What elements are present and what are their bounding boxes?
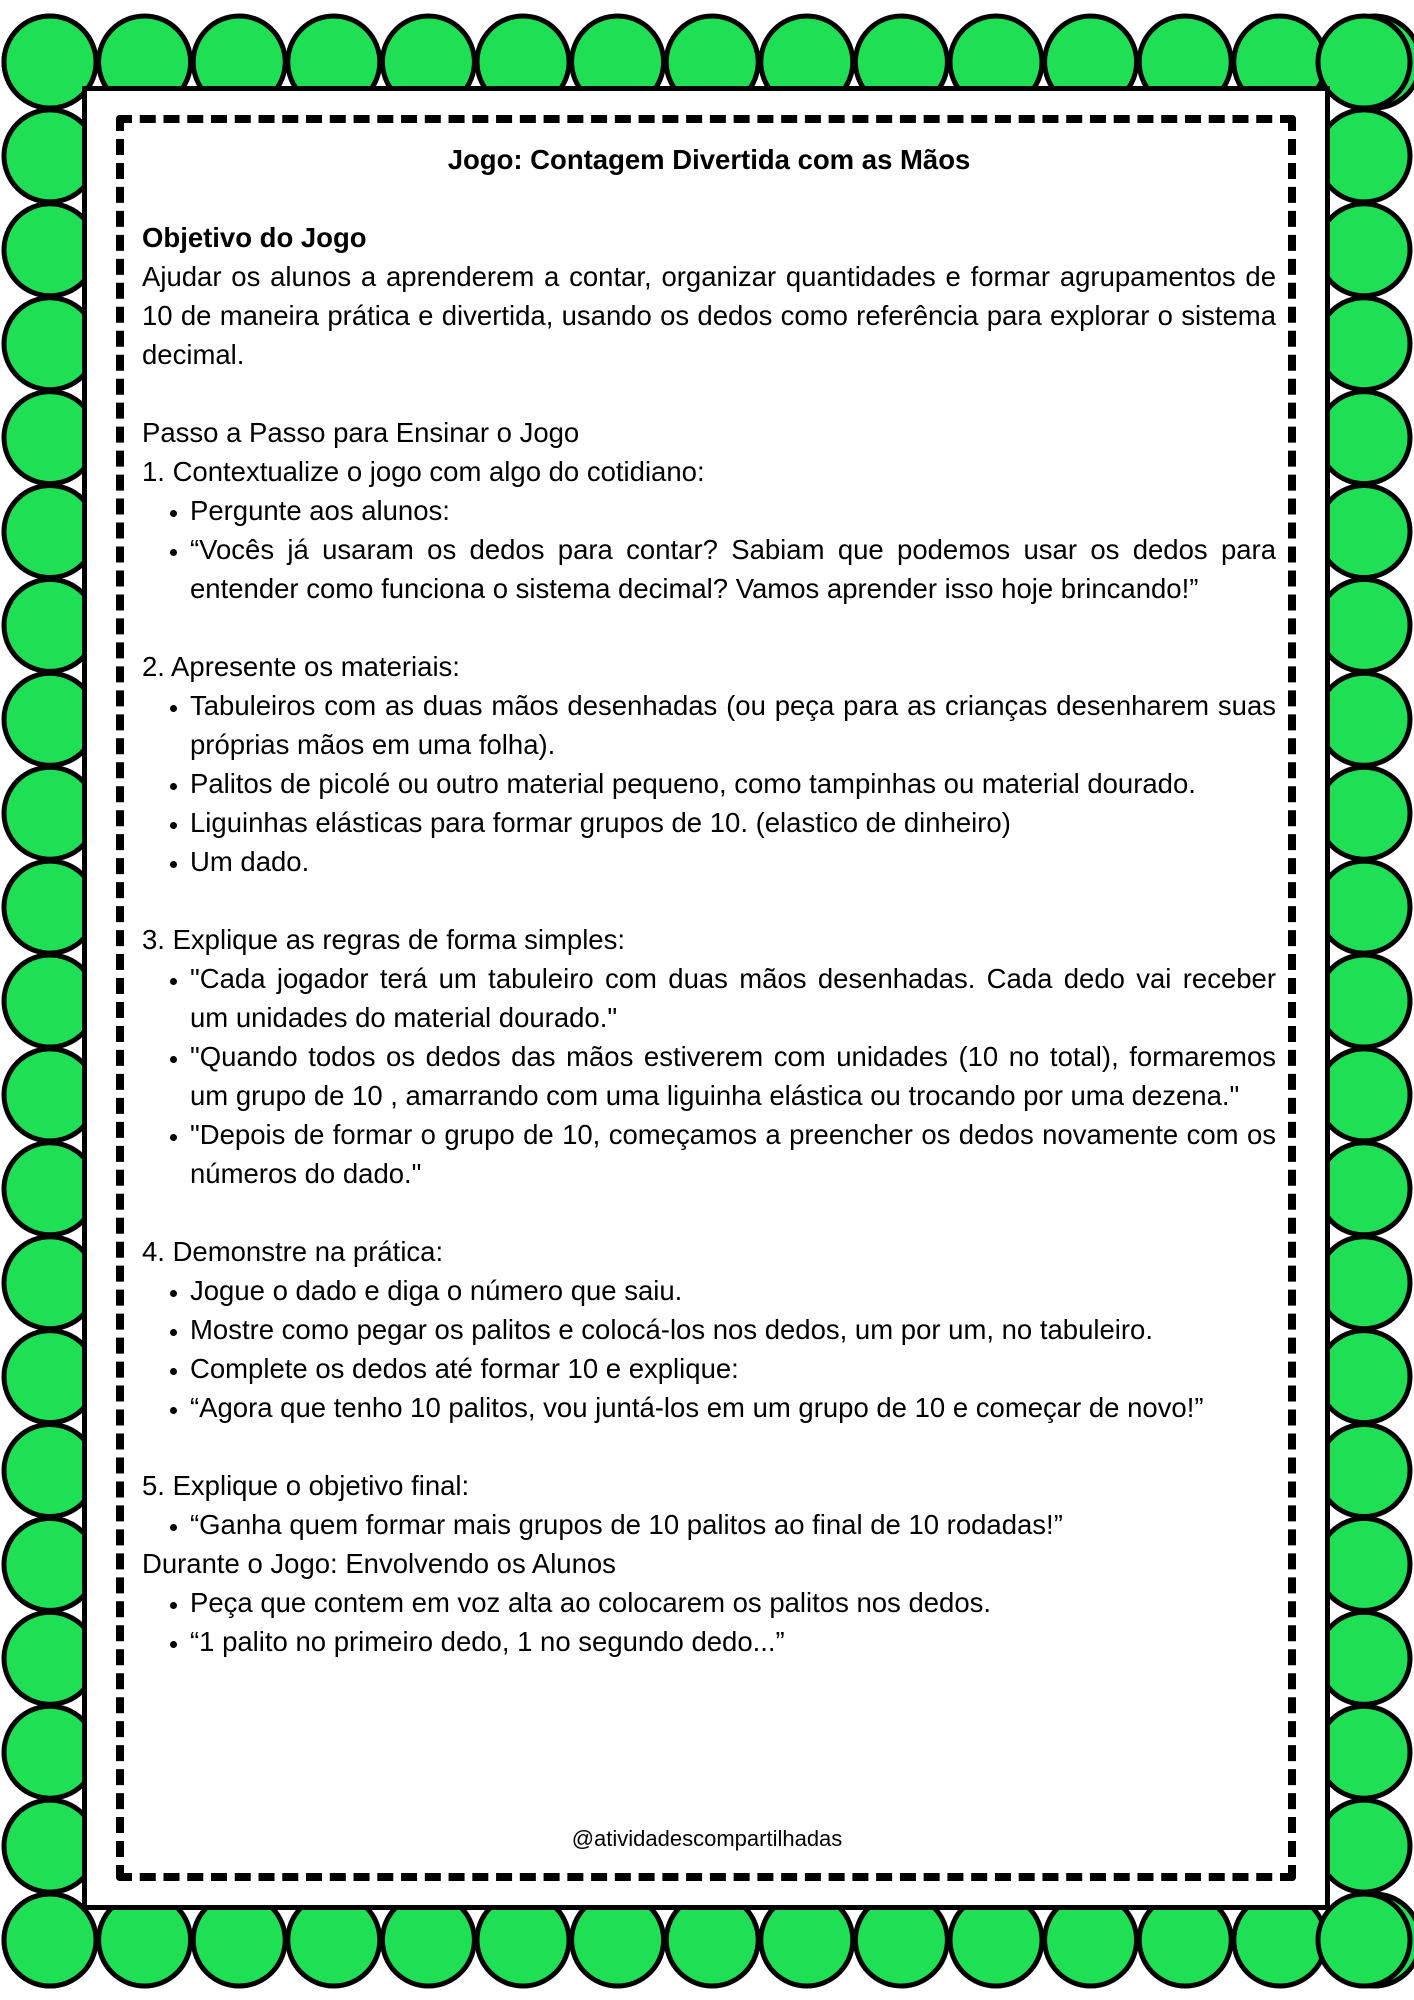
objective-heading: Objetivo do Jogo (142, 222, 367, 253)
list-item: • “Vocês já usaram os dedos para contar? Sabiam que podemos usar os dedos para entender como funciona o sistema decimal? Vamos aprender isso hoje brincando!” (190, 530, 1276, 608)
list-item: • Palitos de picolé ou outro material pequeno, como tampinhas ou material dourado. (190, 764, 1276, 803)
scallop-circle (1318, 1425, 1410, 1517)
scallop-circle (1318, 579, 1410, 671)
scallop-circle (1318, 204, 1410, 296)
steps-heading: Passo a Passo para Ensinar o Jogo (142, 417, 580, 448)
scallop-circle (1318, 767, 1410, 859)
step1-heading: 1. Contextualize o jogo com algo do cotidiano: (142, 456, 705, 487)
list-item: • “Ganha quem formar mais grupos de 10 palitos ao final de 10 rodadas!” (190, 1505, 1276, 1544)
step4-heading: 4. Demonstre na prática: (142, 1236, 444, 1267)
scallop-circle (1318, 1237, 1410, 1329)
list-item: • Liguinhas elásticas para formar grupos de 10. (elastico de dinheiro) (190, 803, 1276, 842)
footer-handle: @atividadescompartilhadas (571, 1826, 843, 1851)
during-list (142, 1583, 1276, 1661)
step5-list (142, 1505, 1276, 1544)
objective-text: Ajudar os alunos a aprenderem a contar, organizar quantidades e formar agrupamentos de 10 de maneira prática e divertida, usando os dedos como referência para explorar o sistema decimal. (142, 261, 1276, 370)
list-item: • Peça que contem em voz alta ao colocarem os palitos nos dedos. (190, 1583, 1276, 1622)
scallop-circle (1318, 1706, 1410, 1798)
list-item: • "Depois de formar o grupo de 10, começamos a preencher os dedos novamente com os números do dado." (190, 1115, 1276, 1193)
scallop-circle (1318, 861, 1410, 953)
scallop-circle (1318, 16, 1410, 108)
list-item: • Jogue o dado e diga o número que saiu. (190, 1271, 1276, 1310)
document-body (142, 140, 1276, 1661)
scallop-circle (1318, 1612, 1410, 1704)
scallop-circle (1318, 392, 1410, 484)
scallop-circle (1318, 298, 1410, 390)
scallop-circle (1318, 1049, 1410, 1141)
step5-heading: 5. Explique o objetivo final: (142, 1470, 470, 1501)
step2-list (142, 686, 1276, 881)
list-item: • Tabuleiros com as duas mãos desenhadas (ou peça para as crianças desenharem suas próprias mãos em uma folha). (190, 686, 1276, 764)
during-heading: Durante o Jogo: Envolvendo os Alunos (142, 1548, 616, 1579)
list-item: • Um dado. (190, 842, 1276, 881)
list-item: • Mostre como pegar os palitos e colocá-los nos dedos, um por um, no tabuleiro. (190, 1310, 1276, 1349)
step3-heading: 3. Explique as regras de forma simples: (142, 924, 625, 955)
document-title: Jogo: Contagem Divertida com as Mãos (447, 144, 971, 175)
scallop-circle (1318, 1518, 1410, 1610)
scallop-circle (1318, 673, 1410, 765)
scallop-circle (1318, 110, 1410, 202)
scallop-circle (1318, 1331, 1410, 1423)
list-item: • Pergunte aos alunos: (190, 491, 1276, 530)
list-item: • Complete os dedos até formar 10 e explique: (190, 1349, 1276, 1388)
list-item: • “Agora que tenho 10 palitos, vou juntá-los em um grupo de 10 e começar de novo!” (190, 1388, 1276, 1427)
step4-list (142, 1271, 1276, 1427)
scallop-circle (1318, 1143, 1410, 1235)
scallop-circle (1318, 486, 1410, 578)
list-item: • "Quando todos os dedos das mãos estiverem com unidades (10 no total), formaremos um grupo de 10 , amarrando com uma liguinha elástica ou trocando por uma dezena." (190, 1037, 1276, 1115)
step1-list (142, 491, 1276, 608)
scallop-circle (1318, 1894, 1410, 1986)
list-item: • "Cada jogador terá um tabuleiro com duas mãos desenhadas. Cada dedo vai receber um unidades do material dourado." (190, 959, 1276, 1037)
step3-list (142, 959, 1276, 1193)
scallop-circle (1318, 955, 1410, 1047)
list-item: • “1 palito no primeiro dedo, 1 no segundo dedo...” (190, 1622, 1276, 1661)
step2-heading: 2. Apresente os materiais: (142, 651, 460, 682)
